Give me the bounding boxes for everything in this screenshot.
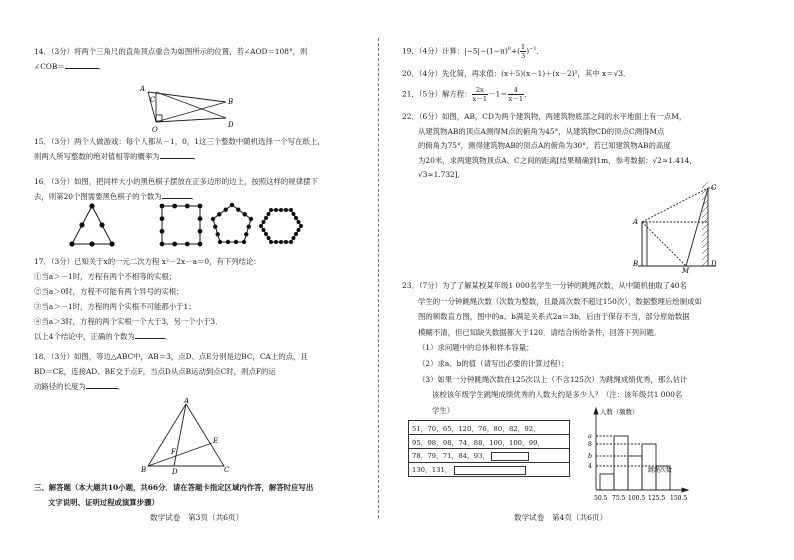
svg-text:C: C — [711, 184, 717, 192]
question-16: 16．（3分）如图，把同样大小的黑色棋子摆放在正多边形的边上，按照这样的规律摆下 去，则第20个图需要黑色棋子的个数为 ． — [34, 177, 318, 201]
question-17: 17．（3分）已知关于x的一元二次方程 x²－2x－a＝0，有下列结论： ①当a＞－1时，方程有两个不相等的实根； ②当a＞0时，方程不可能有两个异号的实根； ③当a＞－1时，方程的两个实根不可能都小于1； ④当a＞3时，方程的两个实根一个大于3，另一个小于3． 以上4个结论中，正确的个数为 ． — [34, 257, 261, 341]
svg-text:A: A — [184, 398, 190, 405]
question-22: 22．（6分）如图，AB，CD为两个建筑物，两建筑物底部之间的水平地面上有一点M， 从建筑物AB的顶点A测得M点的俯角为45°，从建筑物CD的顶点C测得M点 的俯角为75°，测得建筑物AB的顶点A的俯角为30°，若已知建筑物AB的高度 为20米，求两建筑物顶点A、C之间的距离[结果精确到1m，参考数据：√2≈1.414， √3≈1.732]． — [402, 112, 697, 180]
q14-line1: 14．（3分）将两个三角尺的直角顶点重合为如图所示的位置，若∠AOD＝108°，则 — [34, 47, 308, 56]
left-page — [0, 0, 378, 560]
table-row: 95，98，98，74，88，100，100，99， — [409, 435, 570, 449]
page-divider — [378, 38, 379, 518]
page-3-footer: 数学试卷 第3页（共6页） — [150, 513, 244, 522]
missing-data-box — [454, 466, 526, 475]
question-20: 20．（4分）先化简，再求值：(x＋5)(x－1)＋(x－2)²，其中 x＝√3． — [402, 69, 631, 78]
question-14: 14．（3分）将两个三角尺的直角顶点重合为如图所示的位置，若∠AOD＝108°，则 ∠COB＝ ． — [34, 44, 307, 74]
q23-raw-data-table — [408, 420, 570, 477]
q14-line2: ∠COB＝ — [34, 62, 65, 71]
svg-text:A: A — [633, 218, 639, 226]
q14-label-B: B — [228, 98, 234, 106]
q16-answer-blank[interactable] — [162, 189, 192, 199]
svg-text:D: D — [172, 468, 178, 476]
svg-text:75.5: 75.5 — [612, 495, 626, 502]
right-page — [394, 0, 794, 560]
question-21: 21．（5分）解方程： $\frac{2x}{x-1}$ －1＝ $\frac{4}{x-1}$ ． — [402, 86, 532, 103]
table-row: 78，79，71，84，93， — [409, 449, 570, 463]
q17-answer-blank[interactable] — [135, 329, 165, 339]
svg-text:M: M — [682, 267, 690, 274]
q14-answer-blank[interactable] — [65, 59, 99, 69]
section-3-heading: 三、解答题（本大题共10小题，共66分．请在答题卡指定区域内作答，解答时应写出 文字说明、证明过程或演算步骤） — [34, 483, 314, 507]
question-18: 18．（3分）如图，等边△ABC中，AB＝3，点D、点E分别是边BC，CA上的点，且 BD＝CE，连接AD、BE交于点F，当点D从点B运动到点C时，则点F的运 动路径的长度为 ． — [34, 352, 308, 391]
svg-text:E: E — [213, 437, 219, 445]
q14-label-C: C — [150, 96, 156, 104]
svg-text:C: C — [224, 466, 230, 474]
q18-figure — [138, 398, 238, 476]
svg-text:100.5: 100.5 — [628, 495, 646, 502]
question-23: 23．（7分）为了了解某校某年级1 000名学生一分钟的跳绳次数，从中随机抽取了40名 学生的一分钟跳绳次数（次数为整数，且最高次数不超过150次），数据整理后绘制成如 图的频数直方图，图中的a、b满足关系式2a＝3b．后由于保存不当，部分原始数据 模糊不清，但已知缺失数据都大于120．请结合所给条件，回答下列问题． （1）求问题中的总体和样本容量； （2）求a、b的值（请写出必要的计算过程）； （3）如果一分钟跳绳次数在125次以上（不含125次）为跳绳成绩优秀，那么估计 该校该年级学生跳绳成绩优秀的人数大约是多少人？（注：该年级共1 000名 学生） — [402, 281, 702, 415]
histogram-bar — [628, 456, 642, 490]
q18-answer-blank[interactable] — [86, 379, 118, 389]
svg-text:8: 8 — [588, 441, 592, 448]
svg-text:B: B — [633, 260, 639, 268]
missing-data-box — [491, 452, 529, 461]
page-4-footer: 数学试卷 第4页（共6页） — [514, 513, 608, 522]
q16-chess-pieces — [69, 203, 303, 247]
question-15: 15．（3分）两个人做游戏：每个人都从－1，0，1这三个整数中随机选择一个写在纸上， 则两人所写整数的绝对值相等的概率为 ． — [34, 137, 325, 161]
svg-text:D: D — [711, 260, 717, 268]
svg-text:4: 4 — [588, 463, 592, 470]
q14-label-D: D — [228, 121, 234, 129]
q16-polygon-sequence — [62, 200, 322, 252]
svg-text:50.5: 50.5 — [594, 495, 608, 502]
q14-figure — [130, 82, 250, 134]
q22-figure — [628, 182, 728, 274]
svg-text:150.5: 150.5 — [670, 495, 688, 502]
svg-text:B: B — [141, 466, 147, 474]
table-row: 51，70，65，120，76，80，82，92， — [409, 421, 570, 435]
svg-text:125.5: 125.5 — [648, 495, 666, 502]
table-row: 130，131， — [409, 463, 570, 477]
svg-text:b: b — [588, 452, 593, 460]
svg-text:a: a — [588, 432, 592, 440]
q15-answer-blank[interactable] — [160, 149, 194, 159]
histogram-bar — [600, 474, 614, 490]
svg-text:F: F — [171, 448, 176, 456]
q23-histogram — [582, 406, 702, 506]
svg-text:人数（频数）: 人数（频数） — [600, 408, 639, 416]
q14-label-O: O — [152, 126, 158, 134]
svg-text:跳绳次数: 跳绳次数 — [648, 467, 673, 474]
question-19: 19．（4分）计算：$|-5|-(1-\pi)^0+$( $\frac{1}{3}$ )$^{-1}$． — [402, 42, 544, 60]
q14-label-A: A — [140, 85, 146, 93]
